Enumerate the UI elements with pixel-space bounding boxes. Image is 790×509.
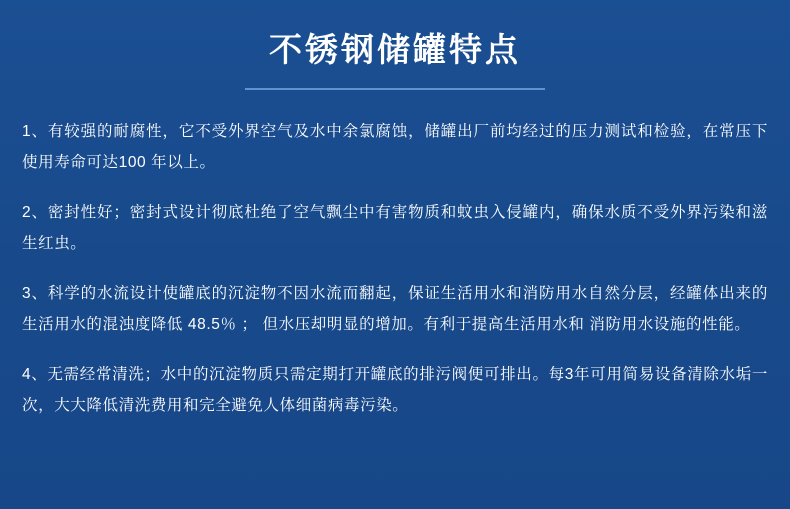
page-title: 不锈钢储罐特点: [269, 31, 521, 68]
paragraph-2: 2、密封性好；密封式设计彻底杜绝了空气飘尘中有害物质和蚊虫入侵罐内，确保水质不受外界污染和滋生红虫。: [22, 203, 768, 252]
paragraph-1: 1、有较强的耐腐性，它不受外界空气及水中余氯腐蚀，储罐出厂前均经过的压力测试和检验，在常压下使用寿命可达100 年以上。: [22, 122, 768, 171]
paragraph-4: 4、无需经常清洗；水中的沉淀物质只需定期打开罐底的排污阀便可排出。每3年可用简易设备清除水垢一次，大大降低清洗费用和完全避免人体细菌病毒污染。: [22, 365, 768, 414]
title-block: [0, 0, 790, 90]
paragraph-3: 3、科学的水流设计使罐底的沉淀物不因水流而翻起，保证生活用水和消防用水自然分层，经罐体出来的生活用水的混浊度降低 48.5％ ； 但水压却明显的增加。有利于提高生活用水和 消防用水设施的性能。: [22, 284, 768, 333]
content-body: [0, 90, 790, 421]
